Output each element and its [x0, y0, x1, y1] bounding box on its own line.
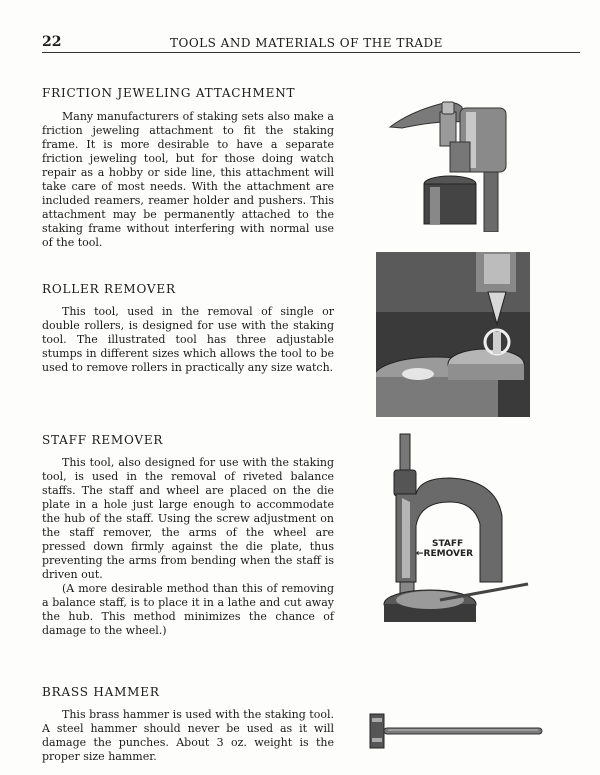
paragraph-friction-jeweling: Many manufacturers of staking sets also make a friction jeweling attachment to fit the staking frame. It is more desirable to have a separate friction jeweling tool, but for those doing watch repair as a hobby or side line, this attachment will take care of most needs. With the attachment are included reamers, reamer holder and pushers. This attachment may be permanently attached to the staking frame without interfering with normal use of the tool. — [42, 110, 334, 249]
staff-remover-label-2: ←REMOVER — [416, 549, 474, 559]
roller-remover-illustration — [376, 252, 530, 417]
paragraph-roller-remover: This tool, used in the removal of single or double rollers, is designed for use with the staking tool. The illustrated tool has three adjustable stumps in different sizes which allows the tool to be used to remove rollers in practically any size watch. — [42, 305, 334, 374]
paragraph-staff-remover-1: This tool, also designed for use with the staking tool, is used in the removal of riveted balance staffs. The staff and wheel are placed on the die plate in a hole just large enough to accommodate the hub of the staff. Using the screw adjustment on the staff remover, the arms of the wheel are pressed down firmly against the die plate, thus preventing the arms from bending when the staff is driven out. — [42, 456, 334, 581]
staff-remover-label-1: STAFF — [432, 539, 464, 549]
section-title-staff-remover: STAFF REMOVER — [42, 433, 164, 447]
page-header — [42, 34, 580, 53]
paragraph-brass-hammer: This brass hammer is used with the staking tool. A steel hammer should never be used as it will damage the punches. About 3 oz. weight is the proper size hammer. — [42, 708, 334, 763]
staff-remover-illustration — [380, 432, 530, 632]
section-title-friction-jeweling: FRICTION JEWELING ATTACHMENT — [42, 86, 296, 100]
brass-hammer-illustration — [366, 706, 544, 756]
section-title-brass-hammer: BRASS HAMMER — [42, 685, 160, 699]
section-title-roller-remover: ROLLER REMOVER — [42, 282, 176, 296]
page-number: 22 — [42, 34, 62, 50]
friction-jeweling-attachment-illustration — [380, 82, 530, 232]
paragraph-staff-remover-2: (A more desirable method than this of removing a balance staff, is to place it in a lathe and cut away the hub. This method minimizes the chance of damage to the wheel.) — [42, 582, 334, 637]
running-title: TOOLS AND MATERIALS OF THE TRADE — [170, 36, 443, 50]
